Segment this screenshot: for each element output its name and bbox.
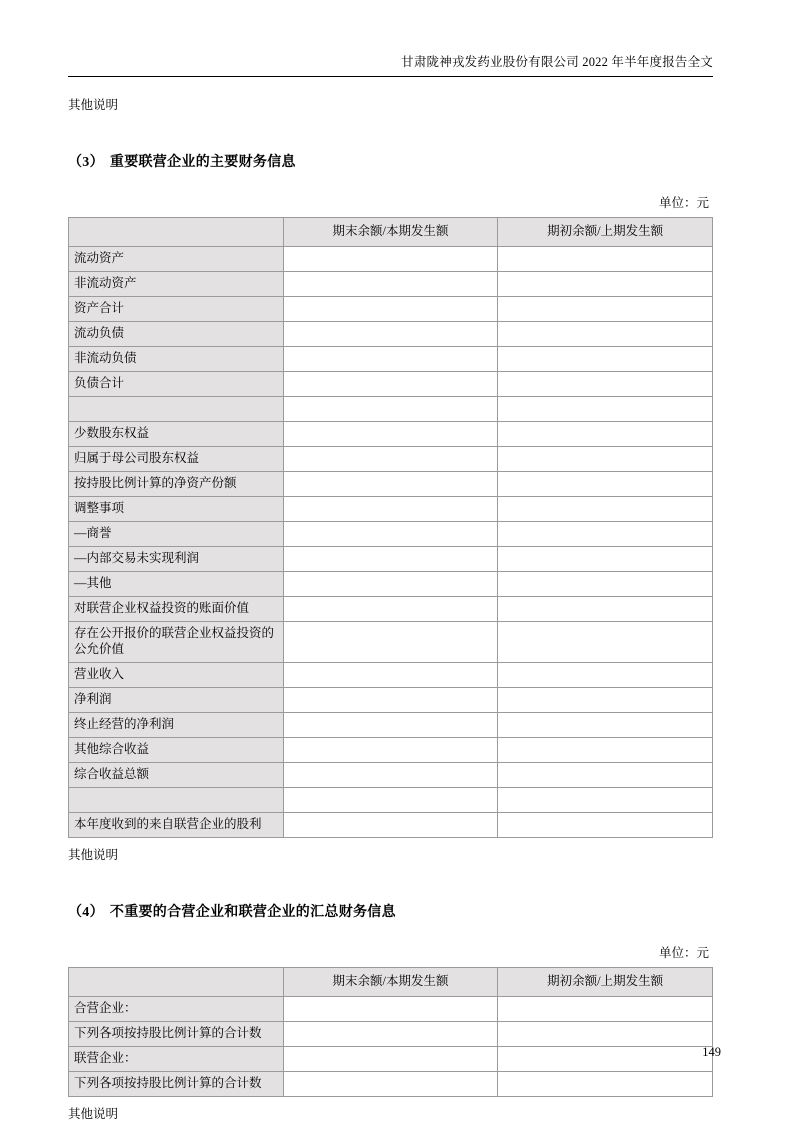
row-value-current <box>283 597 498 622</box>
table-row <box>69 272 713 297</box>
column-header-blank <box>69 218 284 247</box>
row-label: 调整事项 <box>69 497 284 522</box>
row-value-previous <box>498 372 713 397</box>
table-row <box>69 688 713 713</box>
section-3-title: 重要联营企业的主要财务信息 <box>109 155 296 170</box>
table-header-row <box>69 218 713 247</box>
page-number: 149 <box>702 1045 721 1059</box>
header-divider <box>68 76 713 77</box>
row-value-current <box>283 738 498 763</box>
row-label: 少数股东权益 <box>69 422 284 447</box>
row-value-previous <box>498 497 713 522</box>
row-value-previous <box>498 572 713 597</box>
section-3-number: （3） <box>68 155 104 170</box>
row-value-previous <box>498 813 713 838</box>
table-row <box>69 297 713 322</box>
table-row <box>69 1047 713 1072</box>
row-label: 下列各项按持股比例计算的合计数 <box>69 1072 284 1097</box>
table-row <box>69 763 713 788</box>
table-row <box>69 713 713 738</box>
associate-financial-table <box>68 217 713 838</box>
row-value-previous <box>498 688 713 713</box>
row-value-previous <box>498 713 713 738</box>
row-value-current <box>283 397 498 422</box>
section-4-title: 不重要的合营企业和联营企业的汇总财务信息 <box>109 905 396 920</box>
section-4-number: （4） <box>68 905 104 920</box>
section-3-unit: 单位：元 <box>658 196 709 210</box>
page-header <box>68 52 713 70</box>
table-row <box>69 572 713 597</box>
row-value-previous <box>498 272 713 297</box>
row-value-previous <box>498 547 713 572</box>
row-value-current <box>283 372 498 397</box>
row-value-previous <box>498 247 713 272</box>
table-row-spacer <box>69 788 713 813</box>
row-label: 非流动资产 <box>69 272 284 297</box>
row-value-current <box>283 447 498 472</box>
row-label: 存在公开报价的联营企业权益投资的公允价值 <box>69 622 284 663</box>
table-row <box>69 622 713 663</box>
row-value-current <box>283 497 498 522</box>
row-value-previous <box>498 347 713 372</box>
column-header-previous: 期初余额/上期发生额 <box>498 968 713 997</box>
column-header-current: 期末余额/本期发生额 <box>283 218 498 247</box>
row-value-current <box>283 813 498 838</box>
table-row <box>69 1022 713 1047</box>
row-value-previous <box>498 472 713 497</box>
table-row <box>69 547 713 572</box>
row-value-current <box>283 713 498 738</box>
column-header-current: 期末余额/本期发生额 <box>283 968 498 997</box>
table-header-row <box>69 968 713 997</box>
top-note: 其他说明 <box>68 98 119 112</box>
row-label: 流动负债 <box>69 322 284 347</box>
table-row <box>69 472 713 497</box>
row-value-current <box>283 1022 498 1047</box>
row-value-previous <box>498 788 713 813</box>
table-row <box>69 447 713 472</box>
table-row <box>69 372 713 397</box>
row-value-previous <box>498 322 713 347</box>
page-content <box>68 0 713 1122</box>
table-row <box>69 813 713 838</box>
row-value-current <box>283 272 498 297</box>
row-value-current <box>283 472 498 497</box>
row-label: 联营企业： <box>69 1047 284 1072</box>
row-label: 负债合计 <box>69 372 284 397</box>
section-4-note: 其他说明 <box>68 1107 119 1121</box>
row-label: 本年度收到的来自联营企业的股利 <box>69 813 284 838</box>
row-label: 按持股比例计算的净资产份额 <box>69 472 284 497</box>
column-header-blank <box>69 968 284 997</box>
row-label: 其他综合收益 <box>69 738 284 763</box>
table-row <box>69 347 713 372</box>
row-value-current <box>283 688 498 713</box>
row-label: 净利润 <box>69 688 284 713</box>
row-label: —商誉 <box>69 522 284 547</box>
row-label <box>69 397 284 422</box>
table-row <box>69 247 713 272</box>
row-label: 非流动负债 <box>69 347 284 372</box>
row-value-current <box>283 247 498 272</box>
row-label: 对联营企业权益投资的账面价值 <box>69 597 284 622</box>
table-row <box>69 322 713 347</box>
row-value-previous <box>498 1022 713 1047</box>
row-value-current <box>283 763 498 788</box>
row-label: 终止经营的净利润 <box>69 713 284 738</box>
column-header-previous: 期初余额/上期发生额 <box>498 218 713 247</box>
row-label: 归属于母公司股东权益 <box>69 447 284 472</box>
table-row <box>69 663 713 688</box>
row-value-previous <box>498 1072 713 1097</box>
row-label: —其他 <box>69 572 284 597</box>
table-row <box>69 1072 713 1097</box>
table-row <box>69 997 713 1022</box>
row-value-current <box>283 997 498 1022</box>
row-value-current <box>283 347 498 372</box>
row-label: 综合收益总额 <box>69 763 284 788</box>
row-label: 下列各项按持股比例计算的合计数 <box>69 1022 284 1047</box>
row-value-current <box>283 322 498 347</box>
row-value-previous <box>498 1047 713 1072</box>
section-4-heading <box>68 901 713 921</box>
row-value-current <box>283 622 498 663</box>
row-value-previous <box>498 738 713 763</box>
row-value-previous <box>498 297 713 322</box>
row-label: 营业收入 <box>69 663 284 688</box>
row-value-previous <box>498 622 713 663</box>
row-value-current <box>283 522 498 547</box>
row-label: —内部交易未实现利润 <box>69 547 284 572</box>
row-value-previous <box>498 522 713 547</box>
table-row <box>69 422 713 447</box>
row-label: 资产合计 <box>69 297 284 322</box>
joint-venture-summary-table <box>68 967 713 1097</box>
table-row <box>69 497 713 522</box>
row-value-current <box>283 788 498 813</box>
section-3-heading <box>68 151 713 171</box>
row-value-previous <box>498 397 713 422</box>
table-row-spacer <box>69 397 713 422</box>
table-row <box>69 738 713 763</box>
table-row <box>69 522 713 547</box>
row-value-current <box>283 663 498 688</box>
row-value-current <box>283 422 498 447</box>
row-label <box>69 788 284 813</box>
row-value-previous <box>498 663 713 688</box>
row-value-previous <box>498 447 713 472</box>
row-value-current <box>283 1072 498 1097</box>
row-value-previous <box>498 422 713 447</box>
row-value-current <box>283 572 498 597</box>
row-value-previous <box>498 597 713 622</box>
row-value-previous <box>498 997 713 1022</box>
table-row <box>69 597 713 622</box>
section-3-note: 其他说明 <box>68 848 119 862</box>
section-4-unit: 单位：元 <box>658 946 709 960</box>
row-label: 合营企业： <box>69 997 284 1022</box>
row-value-previous <box>498 763 713 788</box>
row-label: 流动资产 <box>69 247 284 272</box>
row-value-current <box>283 297 498 322</box>
row-value-current <box>283 547 498 572</box>
header-title: 甘肃陇神戎发药业股份有限公司 2022 年半年度报告全文 <box>401 55 713 69</box>
row-value-current <box>283 1047 498 1072</box>
